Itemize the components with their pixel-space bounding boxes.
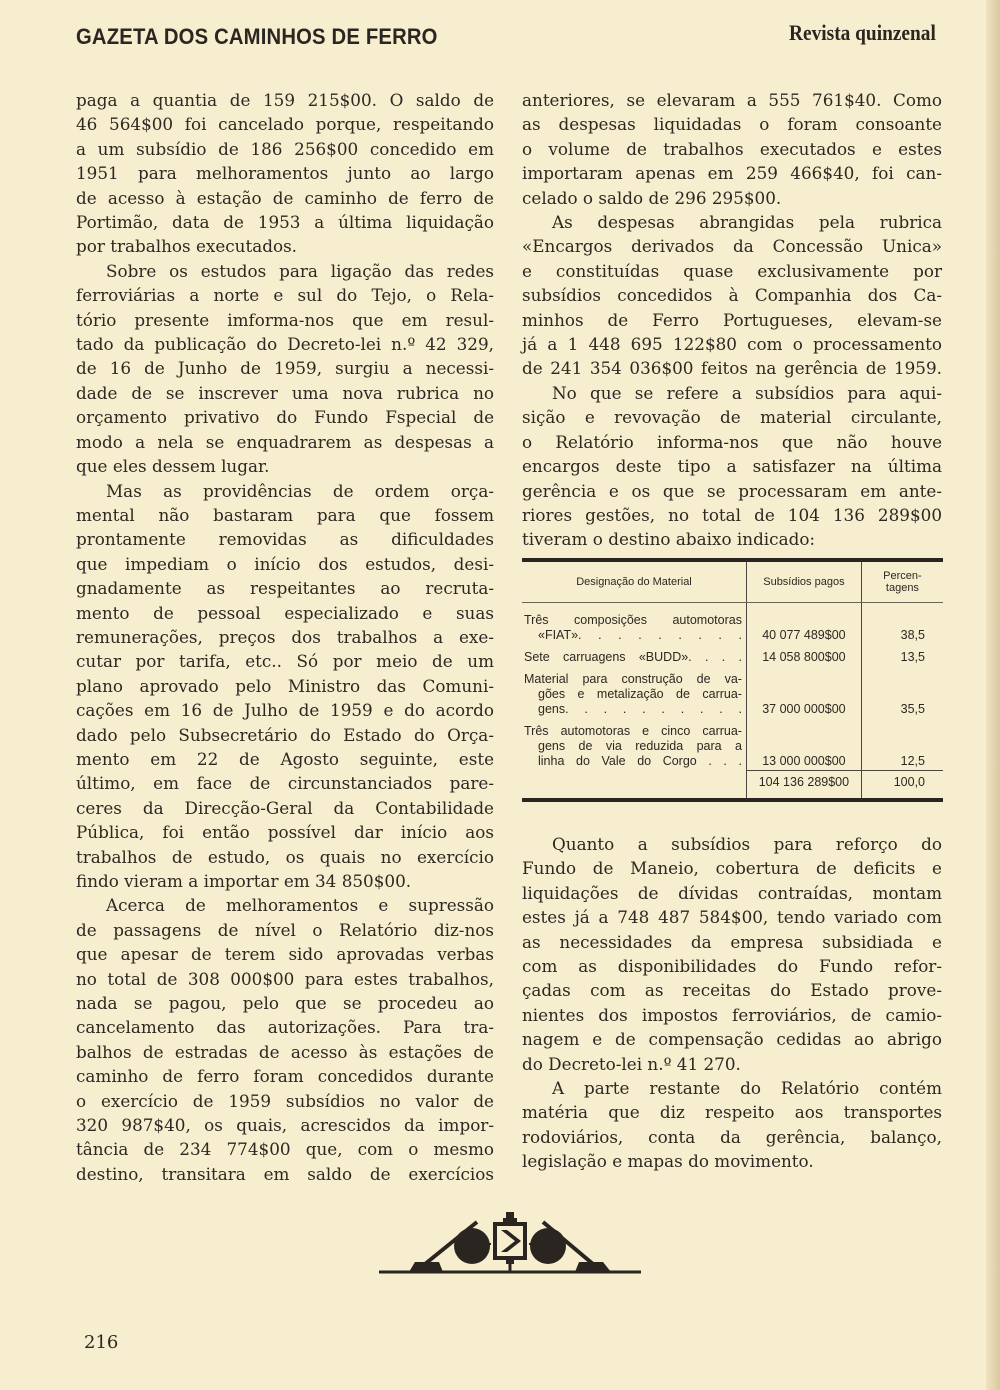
- page-number: 216: [84, 1332, 119, 1353]
- total-label-empty: [522, 770, 746, 798]
- text-line: rodoviários, conta da gerência, balanço,: [522, 1126, 942, 1147]
- text-line: sição e revovação de material circulante,: [522, 407, 942, 428]
- text-line: Acerca de melhoramentos e supressão: [106, 895, 494, 916]
- text-line: Mas as providências de ordem orça-: [106, 480, 494, 501]
- desc-line: Material para construção de va-: [524, 672, 742, 686]
- text-line: dado pelo Subsecretário do Estado do Orça-: [76, 724, 494, 745]
- text-line: o volume de trabalhos executados e estes: [522, 138, 942, 159]
- total-subsidies: 104 136 289$00: [746, 770, 861, 798]
- text-line: 1951 para melhoramentos junto ao largo: [76, 163, 494, 184]
- table-bottom-rule: [522, 798, 943, 802]
- text-line: de passagens de nível o Relatório diz-nos: [76, 919, 494, 940]
- text-line: que impediam o início dos estudos, desi-: [76, 553, 494, 574]
- table-header-row: [522, 562, 943, 603]
- table-row: [522, 718, 943, 770]
- text-line: Sobre os estudos para ligação das redes: [106, 260, 494, 281]
- text-line: Quanto a subsídios para reforço do: [552, 834, 942, 854]
- header-material: Designação do Material: [522, 562, 746, 603]
- text-line: último, em face de circunstanciados pare-: [76, 773, 494, 794]
- text-line: com as disponibilidades do Fundo refor-: [522, 956, 942, 977]
- text-line: 320 987$40, os quais, acrescidos da impor-: [76, 1115, 494, 1136]
- table-row: [522, 666, 943, 718]
- row-description: [522, 718, 746, 770]
- row-percent: 38,5: [861, 603, 943, 645]
- text-line: tado da publicação do Decreto-lei n.º 42 329,: [76, 334, 494, 355]
- header-percent: [861, 562, 943, 603]
- text-line: mento de pessoal especializado e suas: [76, 602, 494, 623]
- desc-line: Sete carruagens «BUDD». . . .: [524, 650, 742, 664]
- railway-signal-emblem-icon: [375, 1200, 645, 1282]
- text-line: subsídios concedidos à Companhia dos Ca-: [522, 285, 942, 306]
- text-line: encargos deste tipo a satisfazer na última: [522, 456, 942, 477]
- subsidies-table: [522, 558, 943, 802]
- text-line: trabalhos de estudo, os quais no exercício: [76, 846, 494, 867]
- table-row: [522, 603, 943, 645]
- text-line: cancelamento das autorizações. Para tra-: [76, 1017, 494, 1038]
- text-line: plano aprovado pelo Ministro das Comuni-: [76, 675, 494, 696]
- right-column-bottom: [522, 832, 942, 1174]
- text-line: já a 1 448 695 122$80 com o processamento: [522, 334, 942, 355]
- publication-subtitle: Revista quinzenal: [789, 20, 936, 45]
- left-column: [76, 88, 494, 1186]
- desc-line: gens de via reduzida para a: [538, 739, 742, 753]
- row-description: [522, 603, 746, 645]
- text-line: a um subsídio de 186 256$00 concedido em: [76, 138, 494, 159]
- text-line: gnadamente as respeitantes ao recruta-: [76, 578, 494, 599]
- header-percent-line2: tagens: [885, 582, 919, 594]
- desc-line: «FIAT». . . . . . . . .: [538, 628, 742, 642]
- text-line: de acesso à estação de caminho de ferro de: [76, 187, 494, 208]
- text-line: nada se pagou, pelo que se procedeu ao: [76, 993, 494, 1014]
- text-line: do Decreto-lei n.º 41 270.: [522, 1053, 741, 1074]
- text-line: liquidações de dívidas contraídas, montam: [522, 882, 942, 903]
- text-line: mento em 22 de Agosto seguinte, este: [76, 748, 494, 769]
- text-line: remunerações, preços dos trabalhos a exe-: [76, 626, 494, 647]
- desc-line: Três automotoras e cinco carrua-: [524, 724, 742, 738]
- text-line: por trabalhos executados.: [76, 236, 298, 257]
- row-subsidies: 40 077 489$00: [746, 603, 861, 645]
- right-column-top: [522, 88, 942, 552]
- row-percent: 35,5: [861, 666, 943, 718]
- text-line: de 241 354 036$00 feitos na gerência de 1959.: [522, 358, 942, 379]
- text-line: çadas com as receitas do Estado prove-: [522, 980, 942, 1001]
- table-row: [522, 644, 943, 666]
- text-line: matéria que diz respeito aos transportes: [522, 1102, 942, 1123]
- text-line: modo a nela se enquadrarem as despesas a: [76, 431, 494, 452]
- desc-line: linha do Vale do Corgo . . .: [538, 754, 742, 768]
- text-line: No que se refere a subsídios para aqui-: [552, 382, 942, 403]
- text-line: 46 564$00 foi cancelado porque, respeitando: [76, 114, 494, 135]
- row-subsidies: 37 000 000$00: [746, 666, 861, 718]
- text-line: nagem e de compensação cedidas ao abrigo: [522, 1029, 942, 1050]
- page-edge: [986, 0, 1000, 1390]
- text-line: mental não bastaram para que fossem: [76, 504, 494, 525]
- text-line: caminho de ferro foram concedidos durante: [76, 1066, 494, 1087]
- desc-line: gens. . . . . . . . . .: [538, 702, 742, 716]
- row-subsidies: 13 000 000$00: [746, 718, 861, 770]
- text-line: tiveram o destino abaixo indicado:: [522, 529, 816, 550]
- text-line: nientes dos impostos ferroviários, de camio-: [522, 1004, 942, 1025]
- text-line: o exercício de 1959 subsídios no valor de: [76, 1090, 494, 1111]
- header-percent-line1: Percen-: [883, 570, 922, 582]
- table-total-row: [522, 770, 943, 798]
- text-line: dade de se inscrever uma nova rubrica no: [76, 382, 494, 403]
- text-line: gerência e os que se processaram em ante-: [522, 480, 942, 501]
- text-line: ferroviárias a norte e sul do Tejo, o Rela-: [76, 285, 494, 306]
- text-line: Pública, foi então possível dar início aos: [76, 822, 494, 843]
- text-line: e constituídas quase exclusivamente por: [522, 260, 942, 281]
- text-line: as necessidades da empresa subsidiada e: [522, 931, 942, 952]
- text-line: que eles dessem lugar.: [76, 456, 270, 477]
- text-line: de 16 de Junho de 1959, surgiu a necessi-: [76, 358, 494, 379]
- row-subsidies: 14 058 800$00: [746, 644, 861, 666]
- text-line: tância de 234 774$00 que, com o mesmo: [76, 1139, 494, 1160]
- row-description: [522, 644, 746, 666]
- text-line: findo vieram a importar em 34 850$00.: [76, 871, 412, 891]
- text-line: Fundo de Maneio, cobertura de deficits e: [522, 858, 942, 879]
- text-line: o Relatório informa-nos que não houve: [522, 431, 942, 452]
- text-line: tório presente imforma-nos que em resul-: [76, 309, 494, 330]
- row-description: [522, 666, 746, 718]
- text-line: balhos de estradas de acesso às estações de: [76, 1041, 494, 1062]
- row-percent: 13,5: [861, 644, 943, 666]
- total-percent: 100,0: [861, 770, 943, 798]
- text-line: que apesar de terem sido aprovadas verbas: [76, 944, 494, 965]
- text-line: cações em 16 de Julho de 1959 e do acordo: [76, 700, 494, 721]
- text-line: prontamente removidas as dificuldades: [76, 529, 494, 550]
- text-line: as despesas liquidadas o foram consoante: [522, 114, 942, 135]
- text-line: A parte restante do Relatório contém: [552, 1078, 942, 1099]
- text-line: orçamento privativo do Fundo Fspecial de: [76, 407, 494, 428]
- desc-line: Três composições automotoras: [524, 613, 742, 627]
- text-line: no total de 308 000$00 para estes trabalhos,: [76, 968, 494, 989]
- text-line: Portimão, data de 1953 a última liquidação: [76, 212, 494, 233]
- text-line: importaram apenas em 259 466$40, foi can-: [522, 163, 942, 184]
- text-line: «Encargos derivados da Concessão Unica»: [522, 236, 942, 257]
- header-subsidies: Subsídios pagos: [746, 562, 861, 603]
- row-percent: 12,5: [861, 718, 943, 770]
- text-line: riores gestões, no total de 104 136 289$00: [522, 504, 942, 525]
- text-line: legislação e mapas do movimento.: [522, 1151, 814, 1172]
- text-line: minhos de Ferro Portugueses, elevam-se: [522, 309, 942, 330]
- text-line: paga a quantia de 159 215$00. O saldo de: [76, 90, 494, 110]
- publication-title: GAZETA DOS CAMINHOS DE FERRO: [76, 24, 438, 49]
- text-line: As despesas abrangidas pela rubrica: [552, 212, 942, 233]
- text-line: ceres da Direcção-Geral da Contabilidade: [76, 797, 494, 818]
- text-line: anteriores, se elevaram a 555 761$40. Como: [522, 90, 942, 110]
- text-line: destino, transitara em saldo de exercícios: [76, 1163, 494, 1184]
- text-line: estes já a 748 487 584$00, tendo variado com: [522, 907, 942, 928]
- text-line: celado o saldo de 296 295$00.: [522, 187, 782, 208]
- desc-line: gões e metalização de carrua-: [538, 687, 742, 701]
- text-line: cutar por tarifa, etc.. Só por meio de um: [76, 651, 494, 672]
